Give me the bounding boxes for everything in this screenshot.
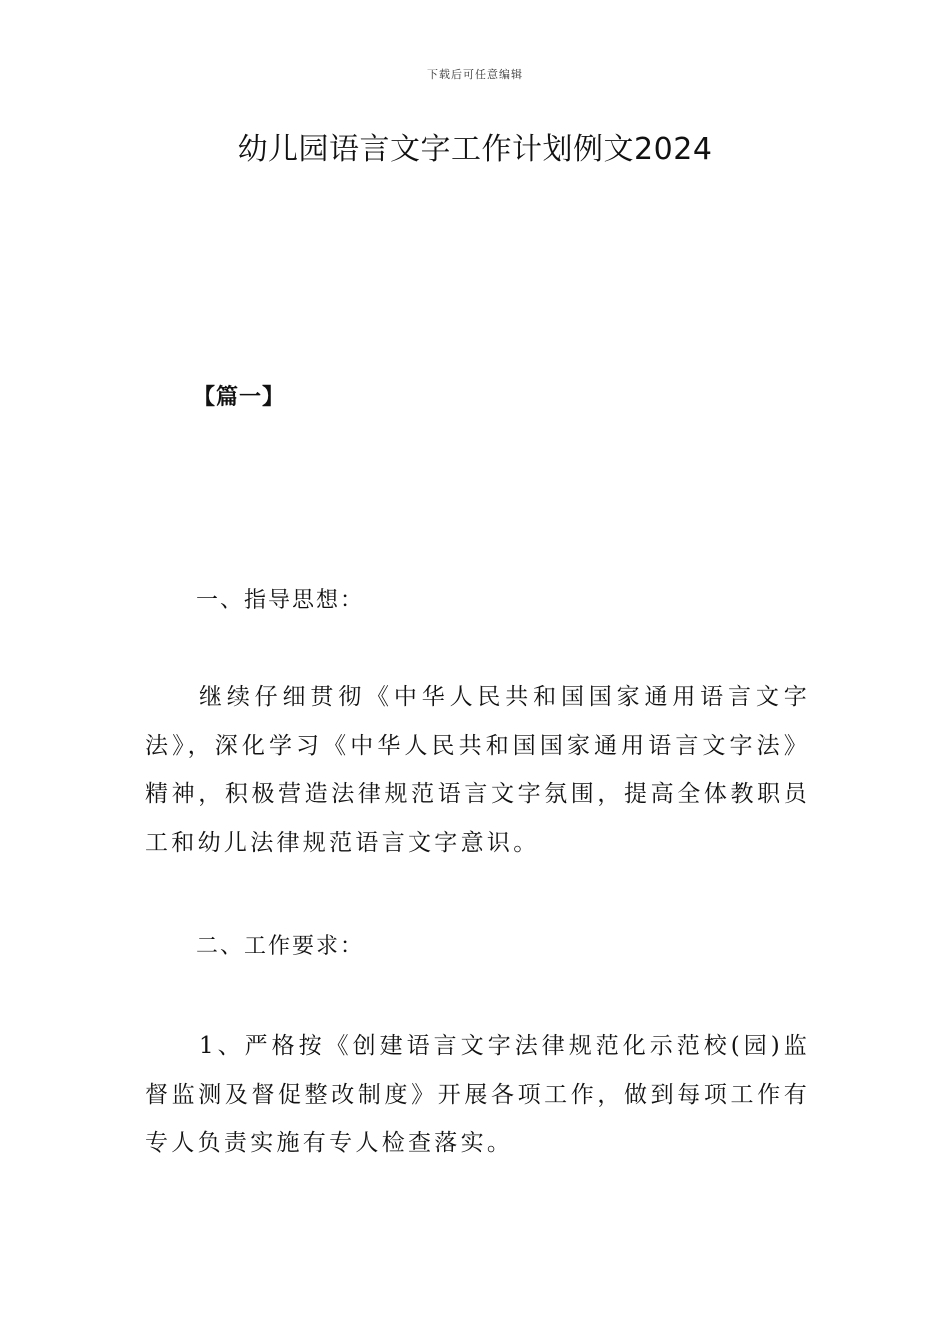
- section-heading-guiding-ideology: 一、指导思想：: [196, 588, 365, 613]
- paragraph-guiding-ideology: 继续仔细贯彻《中华人民共和国国家通用语言文字法》，深化学习《中华人民共和国国家通用语言文字法》精神，积极营造法律规范语言文字氛围，提高全体教职员工和幼儿法律规范语言文字意识。: [145, 684, 810, 856]
- part-label: 【篇一】: [193, 385, 286, 410]
- section-heading-work-requirements: 二、工作要求：: [196, 934, 365, 959]
- header-note: 下载后可任意编辑: [427, 68, 523, 81]
- paragraph-work-requirement-1: 1、严格按《创建语言文字法律规范化示范校(园)监督监测及督促整改制度》开展各项工作，做到每项工作有专人负责实施有专人检查落实。: [145, 1033, 810, 1156]
- document-title: 幼儿园语言文字工作计划例文2024: [237, 132, 713, 167]
